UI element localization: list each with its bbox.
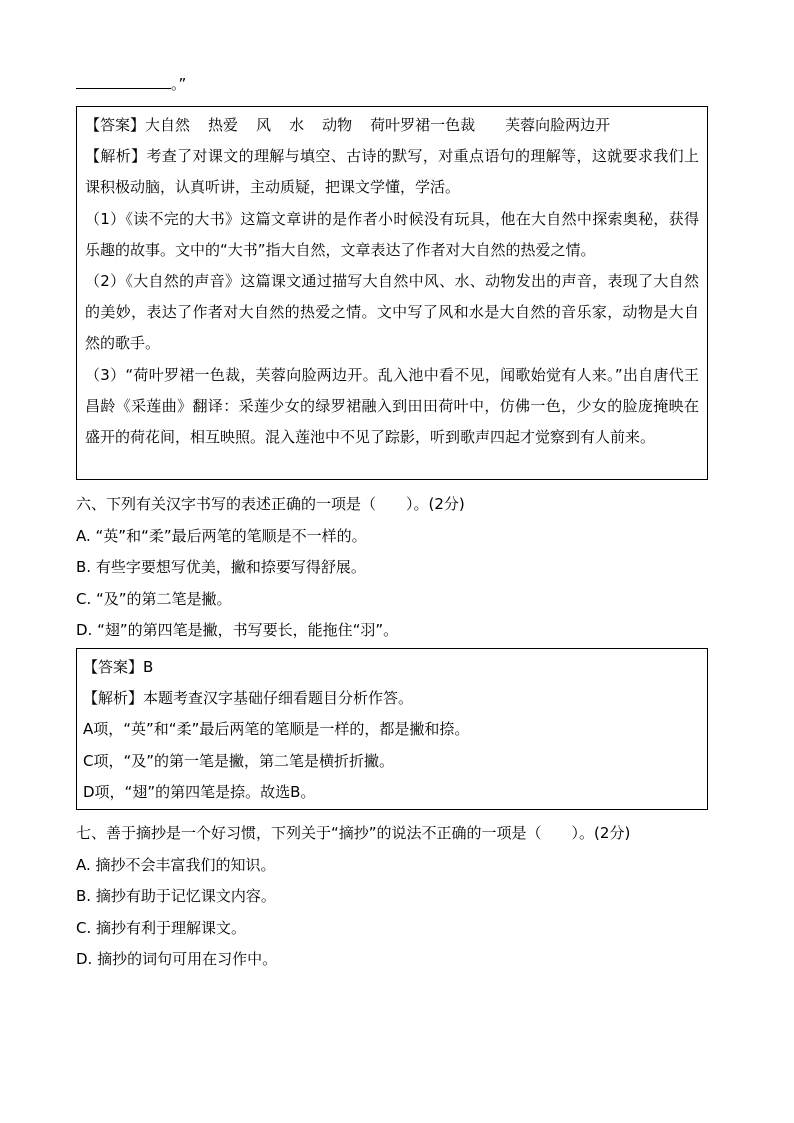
answer-item: 大自然 bbox=[145, 116, 191, 134]
answer-item: 水 bbox=[289, 116, 305, 134]
analysis-tag: 【解析】 bbox=[83, 689, 144, 708]
answer-value: B bbox=[143, 658, 154, 676]
answer-item: 热爱 bbox=[208, 116, 239, 134]
fill-blank-line bbox=[76, 72, 171, 89]
analysis-point-2: （2）《大自然的声音》这篇课文通过描写大自然中风、水、动物发出的声音，表现了大自然的美妙，表达了作者对大自然的热爱之情。文中写了风和水是大自然的音乐家，动物是大自然的歌手。 bbox=[85, 272, 699, 353]
answer-item: 荷叶罗裙一色裁 bbox=[370, 116, 476, 134]
question-6 bbox=[76, 489, 716, 647]
answer-tag: 【答案】 bbox=[83, 658, 144, 676]
option-d: D. 摘抄的词句可用在习作中。 bbox=[76, 950, 278, 969]
answer-line bbox=[83, 652, 699, 683]
question-stem: 七、善于摘抄是一个好习惯，下列关于“摘抄”的说法不正确的一项是（ ）。(2分) bbox=[76, 824, 631, 842]
analysis-tag: 【解析】 bbox=[85, 147, 147, 166]
option-c: C. “及”的第二笔是撇。 bbox=[76, 589, 232, 608]
answer-box-5 bbox=[76, 106, 708, 480]
analysis-paragraph bbox=[85, 141, 699, 203]
previous-tail-text: 。” bbox=[171, 75, 187, 93]
option-b: B. 有些字要想写优美，撇和捺要写得舒展。 bbox=[76, 558, 366, 577]
answer-item: 芙蓉向脸两边开 bbox=[505, 116, 611, 134]
option-d: D. “翅”的第四笔是撇，书写要长，能拖住“羽”。 bbox=[76, 621, 399, 640]
answer-line bbox=[85, 110, 699, 141]
previous-question-tail bbox=[76, 72, 186, 96]
analysis-text: 考查了对课文的理解与填空、古诗的默写，对重点语句的理解等，这就要求我们上课积极动脑，认真听讲，主动质疑，把课文学懂，学活。 bbox=[85, 147, 699, 197]
analysis-line-a: A项，“英”和“柔”最后两笔的笔顺是一样的，都是撇和捺。 bbox=[83, 720, 470, 739]
option-c: C. 摘抄有利于理解课文。 bbox=[76, 918, 247, 937]
analysis-text: 本题考查汉字基础仔细看题目分析作答。 bbox=[143, 689, 414, 708]
analysis-paragraph bbox=[83, 683, 699, 714]
analysis-line-c: C项，“及”的第一笔是撇，第二笔是横折折撇。 bbox=[83, 751, 395, 770]
answer-box-6 bbox=[76, 648, 708, 810]
answer-item: 动物 bbox=[322, 116, 353, 134]
option-a: A. 摘抄不会丰富我们的知识。 bbox=[76, 855, 276, 874]
answer-item: 风 bbox=[256, 116, 272, 134]
analysis-line-d: D项，“翅”的第四笔是捺。故选B。 bbox=[83, 782, 316, 801]
analysis-point-3: （3）“荷叶罗裙一色裁，芙蓉向脸两边开。乱入池中看不见，闻歌始觉有人来。”出自唐代王昌龄《采莲曲》翻译：采莲少女的绿罗裙融入到田田荷叶中，仿佛一色，少女的脸庞掩映在盛开的荷花间，相互映照。混入莲池中不见了踪影，听到歌声四起才觉察到有人前来。 bbox=[85, 365, 699, 447]
option-a: A. “英”和“柔”最后两笔的笔顺是不一样的。 bbox=[76, 526, 367, 545]
analysis-point-1: （1）《读不完的大书》这篇文章讲的是作者小时候没有玩具，他在大自然中探索奥秘，获得乐趣的故事。文中的“大书”指大自然，文章表达了作者对大自然的热爱之情。 bbox=[85, 209, 699, 259]
question-7 bbox=[76, 818, 716, 976]
question-stem: 六、下列有关汉字书写的表述正确的一项是（ ）。(2分) bbox=[76, 495, 465, 513]
answer-tag: 【答案】 bbox=[85, 116, 146, 134]
option-b: B. 摘抄有助于记忆课文内容。 bbox=[76, 887, 276, 906]
